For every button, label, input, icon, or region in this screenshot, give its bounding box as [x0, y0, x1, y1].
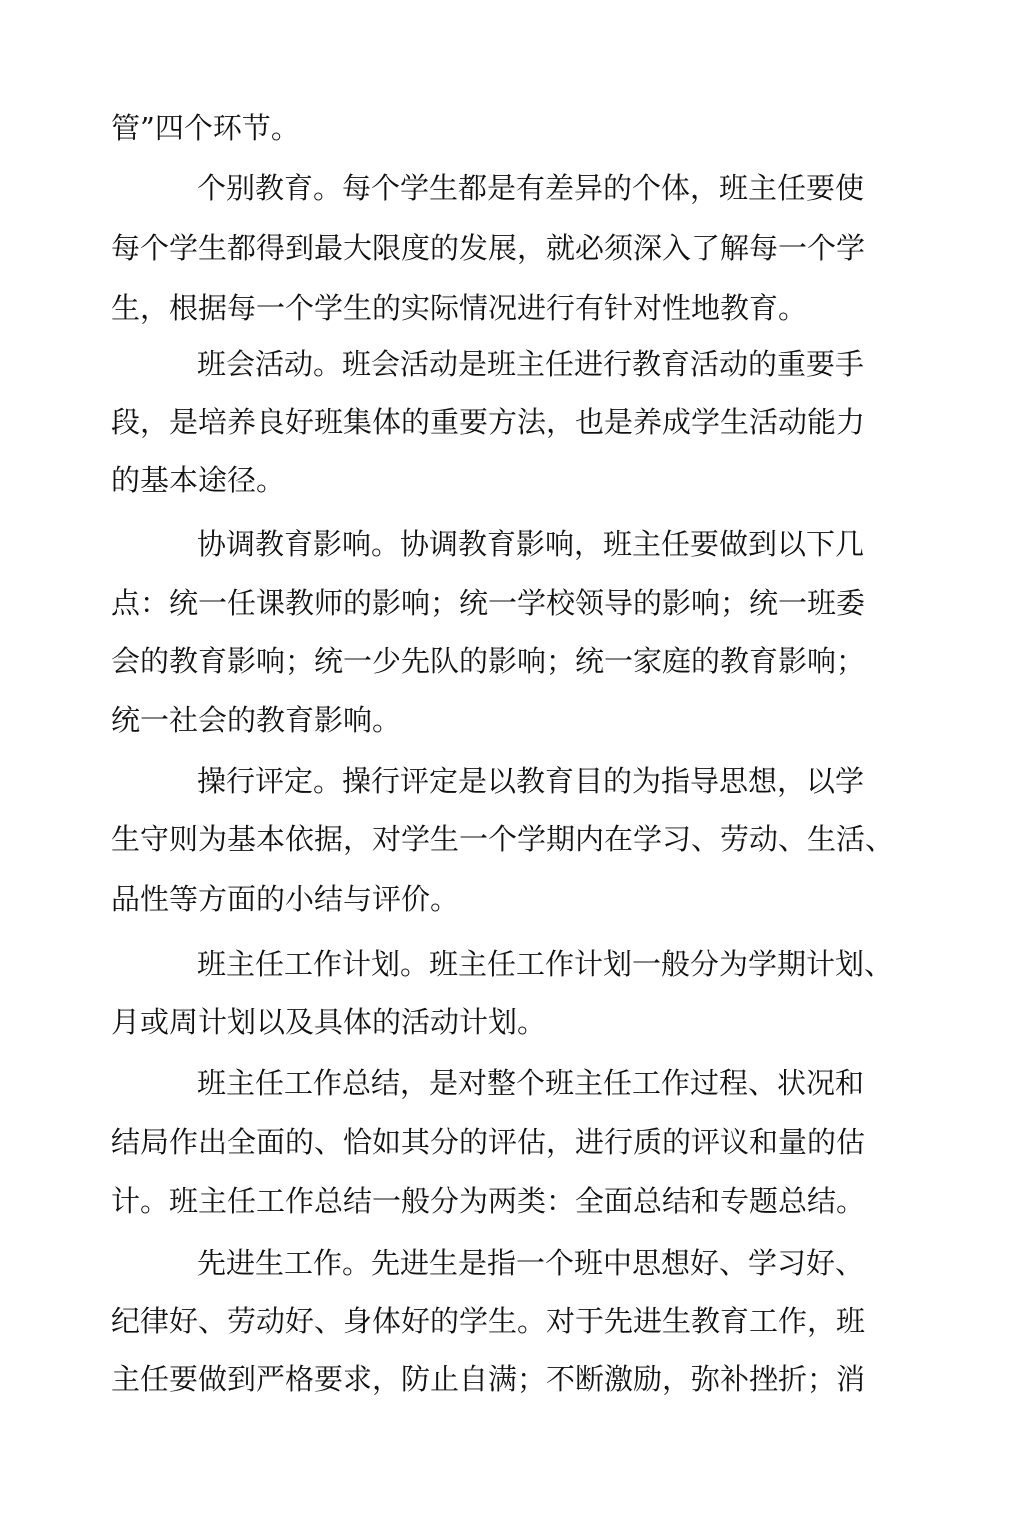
text-line: 品性等方面的小结与评价。 [111, 882, 460, 916]
text-line: 点：统一任课教师的影响；统一学校领导的影响；统一班委 [111, 586, 866, 620]
text-line: 统一社会的教育影响。 [111, 703, 402, 737]
text-line: 月或周计划以及具体的活动计划。 [111, 1005, 547, 1039]
paragraph-start-line: 个别教育。每个学生都是有差异的个体，班主任要使 [197, 171, 865, 205]
text-line: 结局作出全面的、恰如其分的评估，进行质的评议和量的估 [111, 1125, 866, 1159]
paragraph-start-line: 协调教育影响。协调教育影响，班主任要做到以下几 [197, 527, 865, 561]
paragraph-start-line: 班主任工作总结，是对整个班主任工作过程、状况和 [197, 1066, 865, 1100]
text-line: 管”四个环节。 [111, 111, 300, 145]
text-line: 生守则为基本依据，对学生一个学期内在学习、劳动、生活、 [111, 822, 895, 856]
text-line: 的基本途径。 [111, 463, 286, 497]
text-line: 纪律好、劳动好、身体好的学生。对于先进生教育工作，班 [111, 1304, 866, 1338]
paragraph-start-line: 班主任工作计划。班主任工作计划一般分为学期计划、 [197, 947, 894, 981]
text-line: 生，根据每一个学生的实际情况进行有针对性地教育。 [111, 291, 808, 325]
text-line: 计。班主任工作总结一般分为两类：全面总结和专题总结。 [111, 1184, 866, 1218]
paragraph-start-line: 先进生工作。先进生是指一个班中思想好、学习好、 [197, 1246, 865, 1280]
paragraph-start-line: 班会活动。班会活动是班主任进行教育活动的重要手 [197, 347, 865, 381]
text-line: 主任要做到严格要求，防止自满；不断激励，弥补挫折；消 [111, 1362, 866, 1396]
text-line: 每个学生都得到最大限度的发展，就必须深入了解每一个学 [111, 231, 866, 265]
text-line: 段，是培养良好班集体的重要方法，也是养成学生活动能力 [111, 405, 866, 439]
paragraph-start-line: 操行评定。操行评定是以教育目的为指导思想，以学 [197, 764, 865, 798]
text-line: 会的教育影响；统一少先队的影响；统一家庭的教育影响； [111, 644, 866, 678]
